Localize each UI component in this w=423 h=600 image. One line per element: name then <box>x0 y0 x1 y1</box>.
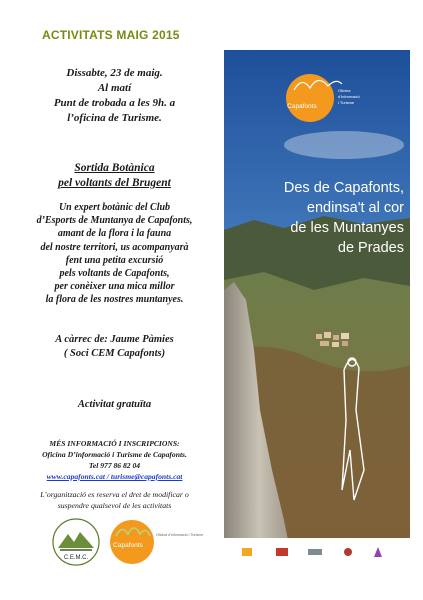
sponsor-logo <box>308 549 322 555</box>
slogan-line: de Prades <box>337 240 404 256</box>
description-line: del nostre territori, us acompanyarà <box>40 241 189 253</box>
disclaimer-line: suspendre qualsevol de les activitats <box>57 501 172 510</box>
info-heading: MÉS INFORMACIÓ I INSCRIPCIONS: <box>49 439 180 448</box>
meeting-line: Punt de trobada a les 9h. a <box>53 97 176 109</box>
brand-sub-line: d'Informació <box>338 94 360 99</box>
sponsor-logo <box>276 548 288 556</box>
poster-image <box>224 50 410 570</box>
date-block <box>12 66 217 126</box>
office-small-label: Oficina d'Informació i Turisme <box>156 533 204 537</box>
responsible-line: ( Soci CEM Capafonts) <box>63 348 166 359</box>
responsible-line: A càrrec de: Jaume Pàmies <box>55 334 174 345</box>
info-phone: Tel 977 86 82 04 <box>88 461 141 470</box>
logos <box>50 512 204 574</box>
date-line: Dissabte, 23 de maig. <box>66 67 163 79</box>
activity-title <box>12 161 217 191</box>
slogan-line: Des de Capafonts, <box>283 180 404 196</box>
info-links[interactable]: www.capafonts.cat / turisme@capafonts.cat <box>46 472 183 481</box>
free-activity-note: Activitat gratuïta <box>77 399 152 410</box>
cloud-shape <box>284 131 404 159</box>
description-line: Un expert botànic del Club <box>58 202 171 213</box>
cem-logo <box>53 519 99 565</box>
disclaimer <box>12 489 217 511</box>
description-line: amant de la flora i la fauna <box>57 228 172 240</box>
description-line: d’Esports de Muntanya de Capafonts, <box>36 215 193 227</box>
description-line: per conèixer una mica millor <box>54 281 175 293</box>
description-line: la flora de les nostres muntanyes. <box>45 294 184 306</box>
brand-sub-line: i Turisme <box>338 100 355 105</box>
meeting-place-line: l’oficina de Turisme. <box>67 112 162 124</box>
info-office: Oficina D’informació i Turisme de Capafonts. <box>42 450 187 459</box>
slogan-line: de les Muntanyes <box>290 220 404 236</box>
description-line: fent una petita excursió <box>65 254 164 266</box>
description-line: pels voltants de Capafonts, <box>59 268 170 280</box>
sponsor-logo <box>242 548 252 556</box>
poster-svg <box>224 50 410 570</box>
cem-logo-label: C.E.M.C. <box>63 555 89 561</box>
capafonts-office-logo <box>110 520 203 564</box>
capafonts-logo-label: Capafonts <box>113 542 143 549</box>
activity-title-line: Sortida Botànica <box>74 162 155 174</box>
activity-description <box>12 201 217 307</box>
brand-name: Capafonts <box>287 103 317 110</box>
time-line: Al matí <box>97 82 132 94</box>
info-block <box>12 438 217 482</box>
disclaimer-line: L’organització es reserva el dret de modificar o <box>40 490 189 499</box>
activity-title-line: pel voltants del Brugent <box>58 177 171 189</box>
responsible-block <box>12 333 217 361</box>
slogan-line: endinsa't al cor <box>306 200 404 216</box>
sponsor-logo <box>344 548 352 556</box>
brand-sub-line: Oficina <box>338 88 351 93</box>
logos-svg <box>50 512 204 574</box>
page-header: ACTIVITATS MAIG 2015 <box>42 28 180 42</box>
